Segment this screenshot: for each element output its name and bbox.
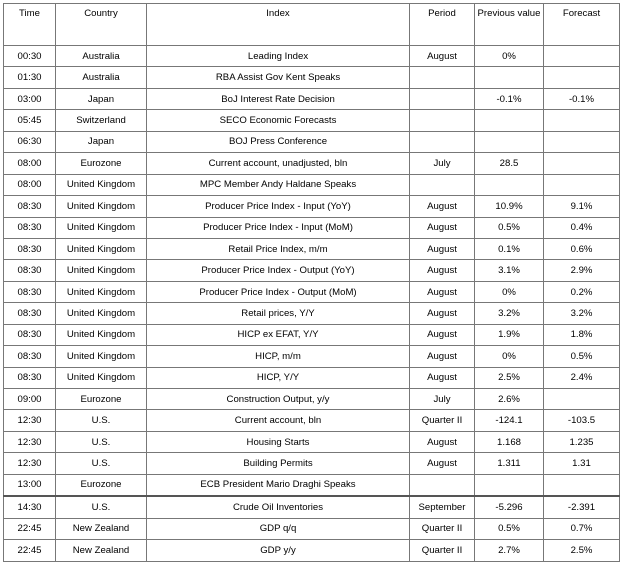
cell-index: Producer Price Index - Input (MoM): [147, 217, 410, 238]
cell-country: United Kingdom: [56, 324, 147, 345]
cell-country: New Zealand: [56, 540, 147, 561]
cell-time: 08:30: [4, 346, 56, 367]
cell-previous: 0%: [475, 346, 544, 367]
header-forecast: Forecast: [544, 4, 620, 46]
cell-index: MPC Member Andy Haldane Speaks: [147, 174, 410, 195]
cell-time: 14:30: [4, 496, 56, 518]
table-row: [4, 281, 620, 302]
header-time: Time: [4, 4, 56, 46]
cell-index: RBA Assist Gov Kent Speaks: [147, 67, 410, 88]
table-row: [4, 346, 620, 367]
table-row: [4, 88, 620, 109]
cell-previous: 10.9%: [475, 196, 544, 217]
table-row: [4, 174, 620, 195]
cell-index: Producer Price Index - Input (YoY): [147, 196, 410, 217]
cell-country: Eurozone: [56, 474, 147, 496]
table-row: [4, 131, 620, 152]
cell-period: August: [410, 346, 475, 367]
cell-forecast: 2.5%: [544, 540, 620, 561]
cell-period: August: [410, 367, 475, 388]
cell-time: 12:30: [4, 453, 56, 474]
cell-period: Quarter II: [410, 518, 475, 539]
table-row: [4, 474, 620, 496]
cell-time: 08:30: [4, 196, 56, 217]
header-row: [4, 4, 620, 46]
cell-country: United Kingdom: [56, 367, 147, 388]
cell-index: Crude Oil Inventories: [147, 496, 410, 518]
cell-period: [410, 131, 475, 152]
table-row: [4, 453, 620, 474]
cell-previous: 3.2%: [475, 303, 544, 324]
cell-time: 00:30: [4, 46, 56, 67]
cell-previous: 0.5%: [475, 518, 544, 539]
cell-forecast: [544, 110, 620, 131]
cell-time: 08:30: [4, 238, 56, 259]
cell-index: BOJ Press Conference: [147, 131, 410, 152]
cell-previous: [475, 174, 544, 195]
table-row: [4, 196, 620, 217]
cell-previous: -5.296: [475, 496, 544, 518]
cell-time: 12:30: [4, 431, 56, 452]
cell-time: 08:30: [4, 303, 56, 324]
cell-time: 09:00: [4, 389, 56, 410]
cell-country: United Kingdom: [56, 260, 147, 281]
cell-period: August: [410, 324, 475, 345]
header-country: Country: [56, 4, 147, 46]
table-row: [4, 367, 620, 388]
cell-forecast: 0.2%: [544, 281, 620, 302]
cell-previous: [475, 131, 544, 152]
cell-period: Quarter II: [410, 540, 475, 561]
cell-previous: 0.1%: [475, 238, 544, 259]
cell-index: Producer Price Index - Output (YoY): [147, 260, 410, 281]
table-row: [4, 217, 620, 238]
table-row: [4, 238, 620, 259]
header-period: Period: [410, 4, 475, 46]
economic-calendar-table: [3, 3, 620, 562]
cell-country: Switzerland: [56, 110, 147, 131]
cell-forecast: [544, 174, 620, 195]
cell-previous: 0%: [475, 46, 544, 67]
cell-index: Building Permits: [147, 453, 410, 474]
cell-forecast: -2.391: [544, 496, 620, 518]
cell-previous: 0%: [475, 281, 544, 302]
cell-index: GDP q/q: [147, 518, 410, 539]
cell-time: 13:00: [4, 474, 56, 496]
cell-country: U.S.: [56, 410, 147, 431]
cell-country: U.S.: [56, 496, 147, 518]
cell-period: [410, 110, 475, 131]
table-row: [4, 324, 620, 345]
cell-index: GDP y/y: [147, 540, 410, 561]
table-row: [4, 67, 620, 88]
cell-previous: [475, 110, 544, 131]
cell-previous: [475, 67, 544, 88]
cell-previous: 2.5%: [475, 367, 544, 388]
cell-time: 05:45: [4, 110, 56, 131]
cell-forecast: 1.8%: [544, 324, 620, 345]
cell-country: Australia: [56, 67, 147, 88]
cell-period: August: [410, 431, 475, 452]
table-row: [4, 153, 620, 174]
cell-forecast: 0.5%: [544, 346, 620, 367]
table-row: [4, 540, 620, 561]
cell-forecast: 2.4%: [544, 367, 620, 388]
cell-period: Quarter II: [410, 410, 475, 431]
cell-previous: 28.5: [475, 153, 544, 174]
cell-time: 06:30: [4, 131, 56, 152]
cell-index: Retail prices, Y/Y: [147, 303, 410, 324]
cell-time: 08:00: [4, 174, 56, 195]
cell-forecast: 0.7%: [544, 518, 620, 539]
cell-previous: 1.311: [475, 453, 544, 474]
cell-period: August: [410, 453, 475, 474]
cell-country: New Zealand: [56, 518, 147, 539]
cell-country: United Kingdom: [56, 238, 147, 259]
cell-index: HICP, Y/Y: [147, 367, 410, 388]
cell-period: July: [410, 389, 475, 410]
cell-index: Current account, unadjusted, bln: [147, 153, 410, 174]
table-row: [4, 46, 620, 67]
cell-previous: 0.5%: [475, 217, 544, 238]
cell-index: Retail Price Index, m/m: [147, 238, 410, 259]
cell-country: United Kingdom: [56, 346, 147, 367]
cell-time: 03:00: [4, 88, 56, 109]
cell-forecast: [544, 474, 620, 496]
cell-period: August: [410, 260, 475, 281]
header-index: Index: [147, 4, 410, 46]
cell-time: 22:45: [4, 518, 56, 539]
cell-previous: 1.168: [475, 431, 544, 452]
cell-previous: -0.1%: [475, 88, 544, 109]
cell-time: 08:30: [4, 367, 56, 388]
cell-forecast: [544, 131, 620, 152]
cell-forecast: -0.1%: [544, 88, 620, 109]
cell-time: 08:30: [4, 281, 56, 302]
table-row: [4, 431, 620, 452]
cell-index: Housing Starts: [147, 431, 410, 452]
cell-index: Producer Price Index - Output (MoM): [147, 281, 410, 302]
cell-time: 08:30: [4, 217, 56, 238]
table-row: [4, 389, 620, 410]
cell-index: Leading Index: [147, 46, 410, 67]
table-row: [4, 518, 620, 539]
cell-country: United Kingdom: [56, 196, 147, 217]
cell-forecast: 1.235: [544, 431, 620, 452]
cell-period: August: [410, 238, 475, 259]
cell-forecast: 0.6%: [544, 238, 620, 259]
cell-forecast: 1.31: [544, 453, 620, 474]
cell-period: September: [410, 496, 475, 518]
cell-period: [410, 88, 475, 109]
cell-previous: -124.1: [475, 410, 544, 431]
cell-country: Japan: [56, 88, 147, 109]
cell-index: HICP, m/m: [147, 346, 410, 367]
cell-forecast: [544, 153, 620, 174]
header-previous-value: Previous value: [475, 4, 544, 46]
cell-country: Australia: [56, 46, 147, 67]
cell-forecast: 3.2%: [544, 303, 620, 324]
cell-period: August: [410, 46, 475, 67]
cell-period: August: [410, 303, 475, 324]
cell-time: 01:30: [4, 67, 56, 88]
cell-previous: [475, 474, 544, 496]
cell-index: SECO Economic Forecasts: [147, 110, 410, 131]
table-row: [4, 260, 620, 281]
cell-period: August: [410, 196, 475, 217]
cell-index: Construction Output, y/y: [147, 389, 410, 410]
cell-forecast: [544, 389, 620, 410]
cell-country: United Kingdom: [56, 217, 147, 238]
cell-time: 08:30: [4, 260, 56, 281]
cell-country: United Kingdom: [56, 174, 147, 195]
cell-forecast: [544, 67, 620, 88]
cell-previous: 2.7%: [475, 540, 544, 561]
cell-forecast: [544, 46, 620, 67]
cell-index: ECB President Mario Draghi Speaks: [147, 474, 410, 496]
cell-time: 08:30: [4, 324, 56, 345]
cell-time: 12:30: [4, 410, 56, 431]
cell-period: [410, 67, 475, 88]
cell-time: 22:45: [4, 540, 56, 561]
cell-country: U.S.: [56, 453, 147, 474]
table-row: [4, 496, 620, 518]
cell-period: August: [410, 281, 475, 302]
cell-forecast: 0.4%: [544, 217, 620, 238]
cell-country: Japan: [56, 131, 147, 152]
cell-previous: 1.9%: [475, 324, 544, 345]
cell-time: 08:00: [4, 153, 56, 174]
cell-previous: 2.6%: [475, 389, 544, 410]
cell-period: [410, 174, 475, 195]
cell-country: Eurozone: [56, 153, 147, 174]
table-row: [4, 303, 620, 324]
cell-index: Current account, bln: [147, 410, 410, 431]
table-row: [4, 110, 620, 131]
cell-country: U.S.: [56, 431, 147, 452]
cell-forecast: -103.5: [544, 410, 620, 431]
cell-period: [410, 474, 475, 496]
table-row: [4, 410, 620, 431]
cell-index: HICP ex EFAT, Y/Y: [147, 324, 410, 345]
cell-country: United Kingdom: [56, 303, 147, 324]
cell-previous: 3.1%: [475, 260, 544, 281]
cell-period: July: [410, 153, 475, 174]
cell-period: August: [410, 217, 475, 238]
cell-forecast: 9.1%: [544, 196, 620, 217]
cell-index: BoJ Interest Rate Decision: [147, 88, 410, 109]
cell-country: Eurozone: [56, 389, 147, 410]
cell-country: United Kingdom: [56, 281, 147, 302]
cell-forecast: 2.9%: [544, 260, 620, 281]
